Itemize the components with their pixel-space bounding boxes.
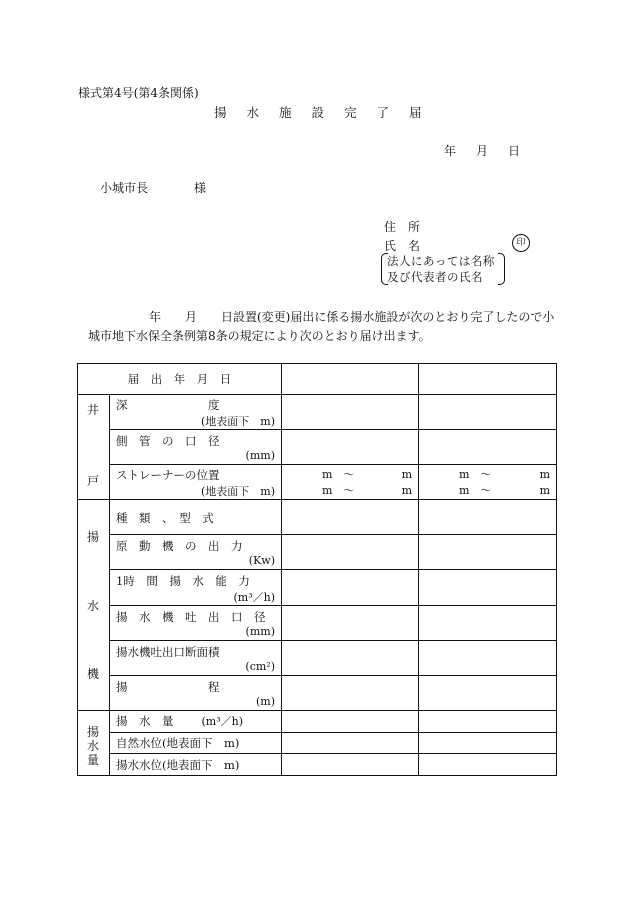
amount-label: 揚 水 量: [116, 714, 174, 729]
value-cell[interactable]: [282, 606, 419, 641]
depth-label: 深 度: [116, 398, 220, 412]
casing-label: 側 管 の 口 径: [116, 434, 220, 448]
table-row: [78, 465, 557, 500]
table-row: [78, 364, 557, 395]
capacity-label-cell: [110, 570, 282, 606]
range-to: m: [539, 468, 550, 481]
head-label: 揚 程: [116, 680, 220, 694]
value-cell[interactable]: [282, 500, 419, 535]
body-text-line2: 城市地下水保全条例第8条の規定により次のとおり届け出ます。: [88, 329, 431, 343]
pump-cat-3: 機: [87, 667, 100, 681]
table-row: [78, 500, 557, 535]
title-char: 揚: [214, 105, 227, 120]
well-cat-bottom: 戸: [87, 474, 100, 488]
addressee-name: 小城市長: [100, 181, 149, 195]
addressee-suffix: 様: [194, 181, 207, 195]
casing-label-cell: [110, 430, 282, 465]
date-day-label: 日: [508, 144, 521, 158]
title-char: 施: [279, 105, 292, 120]
corp-note-line2: 及び代表者の氏名: [387, 270, 483, 284]
head-unit: (m): [255, 695, 275, 708]
value-cell[interactable]: [282, 535, 419, 570]
title-char: 了: [376, 105, 390, 120]
bracket-right: [498, 253, 505, 285]
table-row: [78, 570, 557, 606]
value-cell[interactable]: [419, 500, 557, 535]
value-cell[interactable]: [419, 570, 557, 606]
category-well: [78, 395, 110, 500]
strainer-label: ストレーナーの位置: [116, 468, 220, 482]
value-cell[interactable]: [419, 754, 557, 776]
casing-unit: (mm): [245, 449, 275, 462]
pumping-level-label: 揚水水位(地表面下 m): [116, 757, 240, 772]
value-cell[interactable]: [419, 430, 557, 465]
category-volume: [78, 711, 110, 776]
area-unit: (cm²): [245, 660, 275, 673]
value-cell[interactable]: [282, 641, 419, 676]
range-from: m ～: [459, 468, 492, 481]
title-char: 水: [246, 105, 260, 120]
motor-label-cell: [110, 535, 282, 570]
value-cell[interactable]: [419, 641, 557, 676]
area-label: 揚水機吐出口断面積: [116, 645, 220, 659]
value-cell[interactable]: [282, 395, 419, 430]
depth-label-cell: [110, 395, 282, 430]
table-row: [78, 732, 557, 754]
well-cat-top: 井: [87, 403, 100, 417]
table-row: [78, 641, 557, 676]
strainer-label-cell: [110, 465, 282, 500]
strainer-range-cell[interactable]: [419, 465, 557, 500]
value-cell[interactable]: [282, 676, 419, 711]
volume-cat-2: 水: [87, 739, 100, 753]
table-row: [78, 754, 557, 776]
value-cell[interactable]: [419, 535, 557, 570]
value-cell[interactable]: [419, 364, 557, 395]
amount-unit: (m³／h): [201, 715, 244, 729]
head-label-cell: [110, 676, 282, 711]
corp-note-line1: 法人にあっては名称: [387, 254, 495, 268]
area-label-cell: [110, 641, 282, 676]
motor-unit: (Kw): [248, 554, 275, 567]
outlet-label-cell: [110, 606, 282, 641]
pump-cat-2: 水: [87, 599, 100, 613]
date-year-label: 年: [444, 144, 457, 158]
outlet-unit: (mm): [245, 625, 275, 638]
range-from: m ～: [459, 484, 492, 497]
depth-unit: (地表面下 m): [200, 415, 275, 428]
document-title: [214, 103, 442, 121]
value-cell[interactable]: [282, 570, 419, 606]
table-row: [78, 676, 557, 711]
title-char: 完: [344, 105, 357, 120]
table-row: [78, 430, 557, 465]
type-label: 種 類 、 型 式: [116, 511, 214, 525]
table-row: [78, 395, 557, 430]
pump-cat-1: 揚: [87, 530, 100, 544]
range-to: m: [401, 468, 412, 481]
value-cell[interactable]: [282, 430, 419, 465]
value-cell[interactable]: [419, 606, 557, 641]
address-label: 住 所: [384, 220, 421, 234]
name-label: 氏 名: [384, 239, 421, 253]
table-row: [78, 711, 557, 733]
date-row-label: 届 出 年 月 日: [78, 364, 282, 395]
table-row: [78, 606, 557, 641]
value-cell[interactable]: [419, 732, 557, 754]
seal-icon: 印: [512, 234, 530, 252]
title-char: 設: [311, 105, 325, 120]
type-label-cell: [110, 500, 282, 535]
strainer-unit: (地表面下 m): [200, 485, 275, 498]
motor-label: 原 動 機 の 出 力: [116, 539, 243, 553]
value-cell[interactable]: [282, 711, 419, 733]
amount-label-cell: [110, 711, 282, 733]
value-cell[interactable]: [419, 676, 557, 711]
capacity-unit: (m³／h): [233, 591, 275, 604]
value-cell[interactable]: [282, 732, 419, 754]
value-cell[interactable]: [419, 395, 557, 430]
volume-cat-1: 揚: [87, 725, 100, 739]
range-from: m ～: [322, 484, 355, 497]
range-to: m: [539, 484, 550, 497]
natural-level-cell: [110, 732, 282, 754]
value-cell[interactable]: [419, 711, 557, 733]
capacity-label: 1時 間 揚 水 能 力: [116, 574, 250, 588]
completion-table: [77, 363, 557, 776]
range-from: m ～: [322, 468, 355, 481]
natural-level-label: 自然水位(地表面下 m): [116, 735, 240, 750]
category-pump: [78, 500, 110, 711]
table-row: [78, 535, 557, 570]
title-char: 届: [409, 105, 422, 120]
volume-cat-3: 量: [87, 753, 100, 767]
addressee: [100, 179, 206, 196]
value-cell[interactable]: [282, 364, 419, 395]
corporation-note: [381, 251, 505, 283]
outlet-label: 揚 水 機 吐 出 口 径: [116, 610, 266, 624]
submission-date: [444, 142, 540, 159]
date-month-label: 月: [476, 144, 489, 158]
range-to: m: [401, 484, 412, 497]
body-text-line1: 年 月 日設置(変更)届出に係る揚水施設が次のとおり完了したので小: [149, 310, 555, 324]
value-cell[interactable]: [282, 754, 419, 776]
form-number: 様式第4号(第4条関係): [78, 86, 199, 100]
pumping-level-cell: [110, 754, 282, 776]
strainer-range-cell[interactable]: [282, 465, 419, 500]
